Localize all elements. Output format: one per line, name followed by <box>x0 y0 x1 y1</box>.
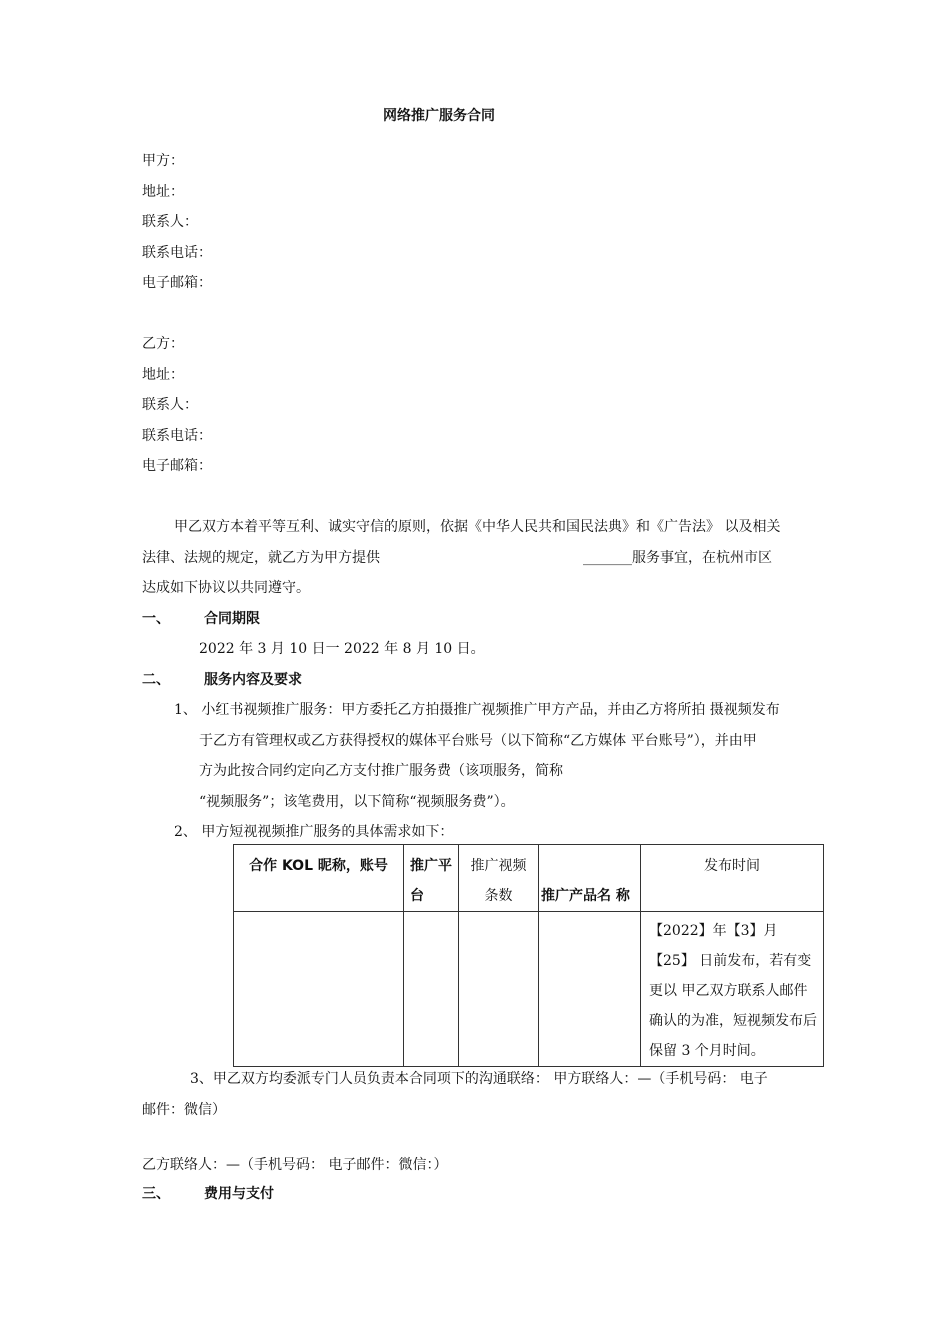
section-2-item-3-line-2: 邮件：微信） <box>142 1102 226 1118</box>
party-b-email: 电子邮箱： <box>142 458 212 474</box>
section-2-item-1-line-4: “视频服务”；该笔费用，以下简称“视频服务费”）。 <box>199 794 515 810</box>
party-b-address: 地址： <box>142 367 184 383</box>
section-1-number: 一、 <box>142 611 170 627</box>
header-platform: 推广平台 <box>404 845 459 912</box>
intro-line-2a: 法律、法规的规定，就乙方为甲方提供 <box>142 550 380 566</box>
party-b-contact: 联系人： <box>142 397 198 413</box>
table-header-row <box>234 845 824 912</box>
section-3-title: 费用与支付 <box>204 1186 274 1202</box>
intro-line-1: 甲乙双方本着平等互利、诚实守信的原则，依据《中华人民共和国民法典》和《广告法》 以及相关 <box>174 519 781 535</box>
section-1-text: 2022 年 3 月 10 日一 2022 年 8 月 10 日。 <box>199 641 485 657</box>
party-a-contact: 联系人： <box>142 214 198 230</box>
cell-platform <box>404 912 459 1067</box>
intro-line-2b: _______服务事宜，在杭州市区 <box>583 550 772 566</box>
party-a-address: 地址： <box>142 184 184 200</box>
party-a-label: 甲方： <box>142 153 184 169</box>
section-1-title: 合同期限 <box>204 611 260 627</box>
page-title: 网络推广服务合同 <box>383 108 495 124</box>
section-2-title: 服务内容及要求 <box>204 672 302 688</box>
header-product: 推广产品名 称 <box>539 845 641 912</box>
cell-release-time: 【2022】年【3】月【25】 日前发布，若有变更以 甲乙双方联系人邮件 确认的为准，短视频发布后保留 3 个月时间。 <box>641 912 824 1067</box>
party-b-phone: 联系电话： <box>142 428 212 444</box>
header-kol: 合作 KOL 昵称，账号 <box>234 845 404 912</box>
party-b-label: 乙方： <box>142 336 184 352</box>
section-2-item-1-line-1: 1、 小红书视频推广服务：甲方委托乙方拍摄推广视频推广甲方产品，并由乙方将所拍 摄视频发布 <box>174 702 780 718</box>
section-2-item-3-line-1: 3、甲乙双方均委派专门人员负责本合同项下的沟通联络： 甲方联络人：—（手机号码： 电子 <box>190 1071 768 1087</box>
section-2-number: 二、 <box>142 672 170 688</box>
cell-video-count <box>459 912 539 1067</box>
party-a-email: 电子邮箱： <box>142 275 212 291</box>
section-2-item-2: 2、 甲方短视视频推广服务的具体需求如下： <box>174 824 454 840</box>
party-b-liaison: 乙方联络人：—（手机号码： 电子邮件：微信：） <box>142 1157 448 1173</box>
requirements-table <box>233 844 824 1067</box>
section-2-item-1-line-2: 于乙方有管理权或乙方获得授权的媒体平台账号（以下简称“乙方媒体 平台账号”），并由甲 <box>199 733 757 749</box>
header-release-time: 发布时间 <box>641 845 824 912</box>
header-video-count: 推广视频条数 <box>459 845 539 912</box>
table-row <box>234 912 824 1067</box>
cell-kol <box>234 912 404 1067</box>
cell-product <box>539 912 641 1067</box>
section-3-number: 三、 <box>142 1186 170 1202</box>
section-2-item-1-line-3: 方为此按合同约定向乙方支付推广服务费（该项服务，简称 <box>199 763 563 779</box>
intro-line-3: 达成如下协议以共同遵守。 <box>142 580 310 596</box>
party-a-phone: 联系电话： <box>142 245 212 261</box>
